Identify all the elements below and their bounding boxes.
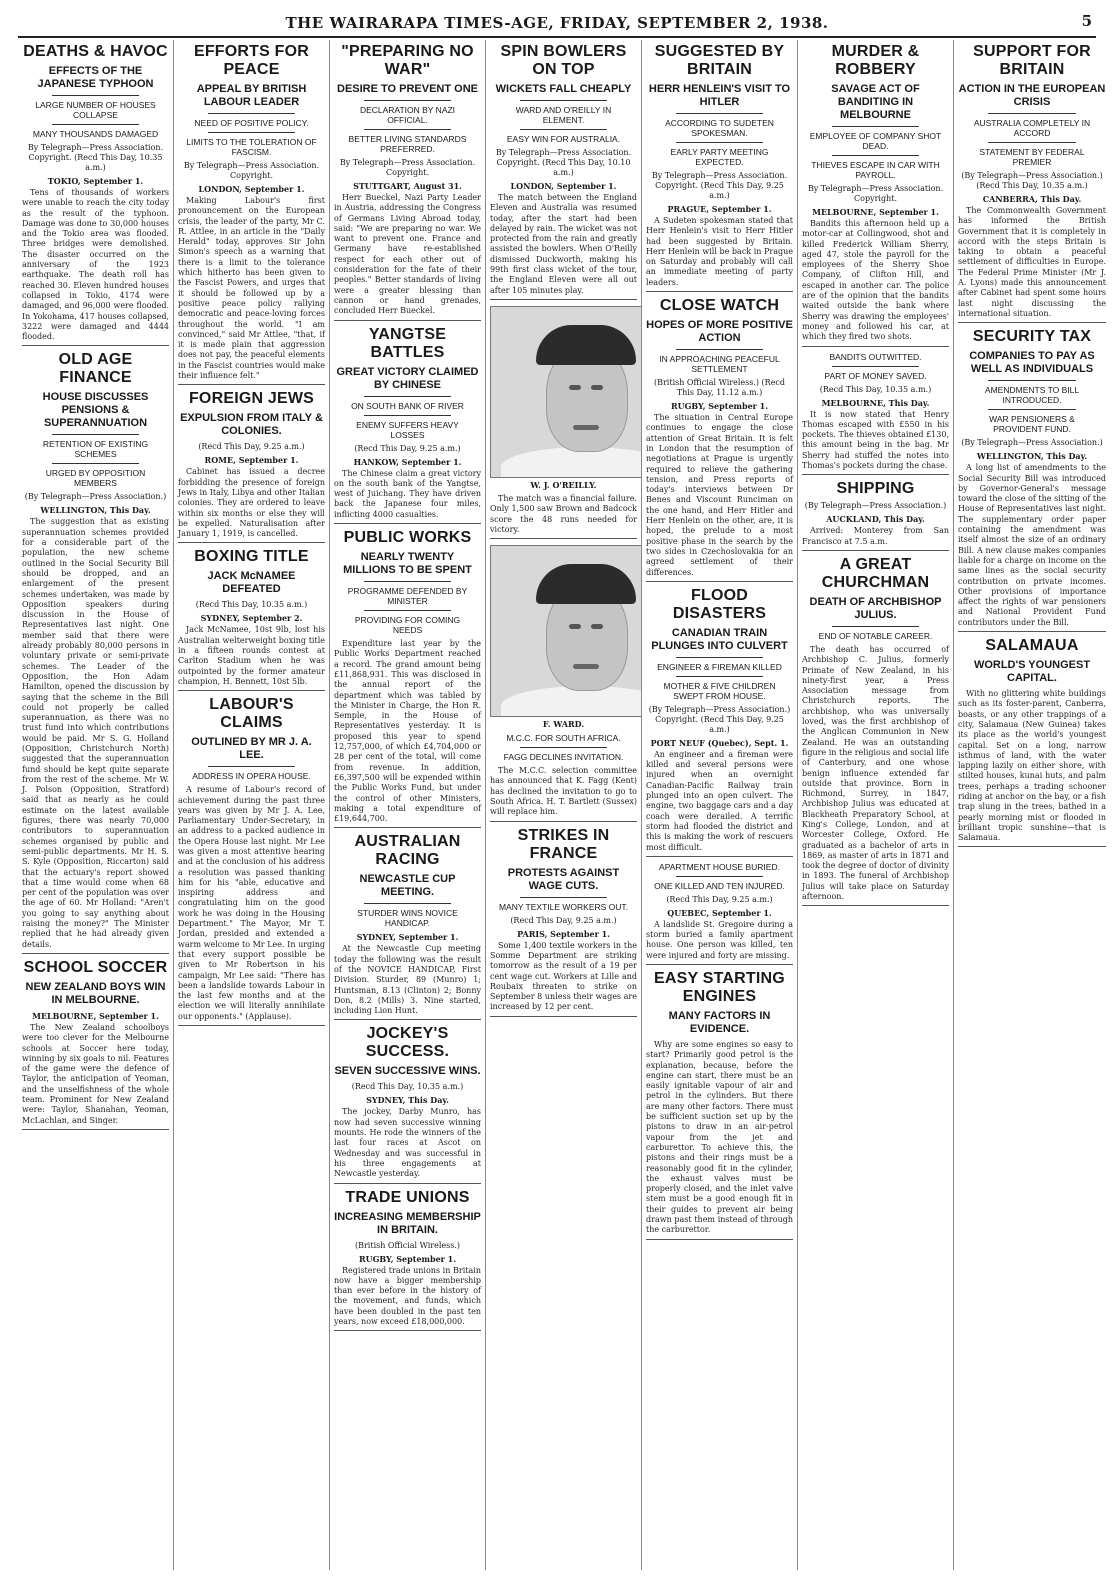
article-body: A landslide St. Gregoire during a storm buried a family apartment house. One person was killed, ten were injured and forty are missing. (646, 919, 793, 960)
divider-rule (988, 380, 1076, 381)
mouth (573, 425, 599, 430)
divider-rule (832, 626, 919, 627)
article (802, 43, 949, 347)
divider-rule (208, 132, 295, 133)
article-body: Herr Bueckel, Nazi Party Leader in Austria, addressing the Congress of Germans Living Abroad today, said: "We are preparing no war. We want to prevent one. France and Germany have re-established respect for each other out of consideration for the fate of their peoples." Better standards of living were a greater blessing than cannon or hand grenades, concluded Herr Bueckel. (334, 193, 481, 316)
divider-rule (52, 434, 139, 435)
article (490, 733, 637, 821)
article-headline: FLOOD DISASTERS (672, 586, 767, 622)
article (178, 548, 325, 691)
article-subheadline: ACCORDING TO SUDETEN SPOKESMAN. (665, 118, 774, 138)
article-byline: (By Telegraph—Press Association.) (Recd This Day, 10.35 a.m.) (961, 171, 1103, 190)
article-byline: (British Official Wireless.) (Recd This Day, 11.12 a.m.) (653, 378, 786, 398)
divider-rule (52, 95, 139, 96)
article-body: Tens of thousands of workers were unable to reach the city today as the result of the typhoon. Damage was done to 30,000 houses and the Tokio area was flooded. Three bridges were demolished. The disaster occurred on the anniversary of the 1923 earthquake. The death roll has reached 30. Eleven hundred houses collapsed in Tokio, 4174 were damaged, and 96,000 were flooded. In Yokohama, 417 houses collapsed, 3222 were damaged and 4444 flooded. (22, 188, 169, 342)
article (22, 43, 169, 346)
article-byline: By Telegraph—Press Association. Copyright. (807, 184, 944, 203)
article-byline: (Recd This Day, 9.25 a.m.) (354, 443, 461, 453)
column-4 (486, 40, 642, 1570)
article-body: Registered trade unions in Britain now have a bigger membership than ever before in the history of the movement, and funds, which have been doubled in the past ten years, now exceed £18,000,000. (334, 1265, 481, 1327)
article-subheadline: WORLD'S YOUNGEST CAPITAL. (973, 659, 1091, 685)
article-headline: "PREPARING NO WAR" (341, 43, 474, 78)
article-subheadline: NEED OF POSITIVE POLICY. (194, 118, 309, 128)
article-subheadline: ONE KILLED AND TEN INJURED. (654, 880, 785, 891)
divider-rule (988, 113, 1076, 114)
article-subheadline: SAVAGE ACT OF BANDITING IN MELBOURNE (831, 83, 920, 121)
eye (569, 624, 581, 629)
article-subheadline: IN APPROACHING PEACEFUL SETTLEMENT (659, 354, 780, 375)
divider-rule (676, 657, 763, 658)
photo-caption: W. J. O'REILLY. (530, 479, 597, 490)
article-dateline: MELBOURNE, September 1. (812, 207, 939, 217)
article-subheadline: EXPULSION FROM ITALY & COLONIES. (180, 412, 323, 438)
article (802, 480, 949, 551)
article-body: The suggestion that as existing superannuation schemes provided for a considerable part of the population, the new scheme outlined in the Social Security Bill should be dropped, and an enlargement of the present schemes undertaken, was made by Opposition speakers during discussion in the House of Representatives last night. One member said that there were already probably 80,000 persons in voluntary private or semi-private schemes. The Leader of the Opposition, the Hon Adam Hamilton, opened the discussion by saying that the scheme in the Bill could not properly be called superannuation, as there was no trust fund into which contributions would be paid. Mr S. G. Holland (Opposition, Christchurch North) suggested that the superannuation fund should be kept quite separate from the rest of the scheme. Mr W. J. Polson (Opposition, Stratford) said that as nearly as he could estimate on the latest available figures, there was nearly 70,000 contributors to superannuation schemes organised by public and semi-public departments. Mr H. S. S. Kyle (Opposition, Riccarton) said that the actuary's report showed that a time would come when 68 per cent of the population was over the age of 60. Mr Holland: "Aren't you going to say anything about raising the money?" The Minister replied that he had already given details. (22, 517, 169, 949)
column-6 (798, 40, 954, 1570)
article-byline: (Recd This Day, 9.25 a.m.) (510, 915, 617, 925)
divider-rule (988, 142, 1076, 143)
article-subheadline: COMPANIES TO PAY AS WELL AS INDIVIDUALS (969, 350, 1095, 376)
divider-rule (364, 396, 451, 397)
article-subheadline: JACK McNAMEE DEFEATED (207, 570, 296, 596)
article-subheadline: AMENDMENTS TO BILL INTRODUCED. (984, 385, 1080, 406)
player-photo (490, 306, 642, 478)
article-subheadline: THIEVES ESCAPE IN CAR WITH PAYROLL. (811, 160, 940, 180)
article-subheadline: BANDITS OUTWITTED. (829, 351, 922, 362)
article-headline: SECURITY TAX (972, 328, 1092, 346)
article-subheadline: DECLARATION BY NAZI OFFICIAL. (359, 105, 456, 125)
article (334, 326, 481, 524)
article-headline: EASY STARTING ENGINES (654, 969, 785, 1005)
article-subheadline: APARTMENT HOUSE BURIED. (659, 861, 780, 872)
article-subheadline: INCREASING MEMBERSHIP IN BRITAIN. (334, 1210, 481, 1236)
mouth (573, 664, 599, 669)
article-dateline: TOKIO, September 1. (47, 176, 144, 186)
article-subheadline: LIMITS TO THE TOLERATION OF FASCISM. (186, 137, 317, 157)
article-dateline: PRAGUE, September 1. (667, 204, 772, 214)
article-body: Expenditure last year by the Public Works Department reached a record. The grand amount being £11,868,931. This was disclosed in the annual report of the department which was tabled by the Minister in Charge, the Hon R. Semple, in the House of Representatives yesterday. It is proposed this year to spend 12,757,000, of which £4,704,000 or 28 per cent of the total, will come from revenue. In addition, £6,397,500 will be expended within the Public Works Fund, but under the control of other Ministers, making a total expenditure of £19,644,700. (334, 639, 481, 824)
article-subheadline: PROGRAMME DEFENDED BY MINISTER (347, 586, 468, 607)
article-subheadline: END OF NOTABLE CAREER. (818, 630, 933, 641)
article (958, 637, 1106, 847)
article-subheadline: DEATH OF ARCHBISHOP JULIUS. (809, 595, 942, 621)
divider-rule (520, 747, 607, 748)
article-subheadline: EFFECTS OF THE JAPANESE TYPHOON (37, 65, 154, 90)
article-byline: (Recd This Day, 10.35 a.m.) (195, 600, 308, 610)
article-headline: SPIN BOWLERS ON TOP (500, 43, 627, 78)
divider-rule (676, 349, 763, 350)
article-subheadline: MOTHER & FIVE CHILDREN SWEPT FROM HOUSE. (663, 680, 776, 701)
article-headline: LABOUR'S CLAIMS (209, 696, 294, 732)
divider-rule (676, 676, 763, 677)
column-2 (174, 40, 330, 1570)
divider-rule (832, 366, 919, 367)
article-body: An engineer and a fireman were killed and several persons were injured when an overnight Canadian-Pacific Railway train plunged into an open culvert. The engine, two baggage cars and a day coach were derailed. A terrific storm had flooded the district and this is making the work of rescuers most difficult. (646, 749, 793, 852)
player-photo (490, 545, 642, 717)
article-subheadline: STATEMENT BY FEDERAL PREMIER (979, 147, 1085, 167)
divider-rule (364, 100, 451, 101)
article-body: A long list of amendments to the Social Security Bill was introduced by Governor-General's message toward the close of the sitting of the House of Representatives last night. The supplementary order paper containing the amendment was itself almost the size of an ordinary Bill. A new clause makes companies liable for a charge on income on the same lines as the social security contribution on private incomes. Other provisions of importance affect the rights of war pensioners and National Provident Fund contributors under the Bill. (958, 463, 1106, 627)
newspaper-title: THE WAIRARAPA TIMES-AGE, FRIDAY, SEPTEMBER 2, 1938. (285, 14, 829, 32)
eye (591, 385, 603, 390)
photo-caption: F. WARD. (542, 719, 585, 730)
article-body: The New Zealand schoolboys were too clever for the Melbourne schools at Soccer here today, winning by six goals to nil. Features of the game were the defence of Taylor, the anticipation of Yeoman, and the unselfishness of the whole team. Prominent for New Zealand were: Taylor, Shanahan, Yeoman, McLachlan, and Singer. (22, 1022, 169, 1125)
article-body: The situation in Central Europe continues to engage the close attention of Great Britain. It is felt in London that the resumption of negotiations at Prague is urgently required to relieve the gathering tension, and Press reports of today's interviews between Dr Benes and Viscount Runciman on the one hand, and Herr Hitler and Herr Henlein on the other, are, it is hoped, the prelude to a most positive phase in the search by the two sides in Czechoslovakia for an agreed settlement of their differences. (646, 413, 793, 577)
cricket-cap (536, 564, 636, 604)
article-dateline: LONDON, September 1. (198, 184, 305, 194)
article-headline: TRADE UNIONS (345, 1188, 470, 1206)
article (334, 1025, 481, 1183)
article-subheadline: CANADIAN TRAIN PLUNGES INTO CULVERT (651, 626, 788, 652)
article-subheadline: ENGINEER & FIREMAN KILLED (657, 661, 782, 672)
article-body: With no glittering white buildings such as its foster-parent, Canberra, boasts, or any other trappings of a city, Salamaua (New Guinea) takes its place as the world's youngest capital. Set on a long, narrow isthmus of land, with the water lapping lazily on either shore, with stilted houses, kunai huts, and palm trees, perhaps a trading schooner riding at anchor on the bay, or a fish trap slung in the trees, bathed in a pearly morning mist or flooded in brilliant tropic sunshine—that is Salamaua. (958, 689, 1106, 843)
article (646, 43, 793, 292)
article-body: Cabinet has issued a decree forbidding the presence of foreign Jews in Italy, Libya and other Italian colonies. They are ordered to leave within six months or else they will be expelled. Naturalisation after January 1, 1919, is cancelled. (178, 467, 325, 539)
divider-rule (520, 100, 607, 101)
article (334, 43, 481, 321)
article-byline: By Telegraph—Press Association. Copyright. (Recd This Day, 10.10 a.m.) (495, 148, 632, 177)
article-subheadline: ACTION IN THE EUROPEAN CRISIS (958, 83, 1106, 108)
article-byline: (Recd This Day, 9.25 a.m.) (198, 442, 305, 452)
article-byline: By Telegraph—Press Association. Copyright. (339, 158, 476, 177)
article-byline: (By Telegraph—Press Association.) (804, 501, 947, 511)
divider-rule (208, 766, 295, 767)
article-subheadline: WAR PENSIONERS & PROVIDENT FUND. (989, 414, 1075, 435)
article-dateline: STUTTGART, August 31. (353, 181, 462, 191)
divider-rule (676, 142, 763, 143)
player-photo-figure (490, 306, 637, 490)
article-body: Why are some engines so easy to start? Primarily good petrol is the explanation, because, before the engine can start, there must be an easily ignitable vapour of air and petrol in the cylinders. But there are many other factors. There must be sufficient suction set up by the pistons to draw in an air-petrol vapour from the jet and carburettor. To achieve this, the pistons and their rings must be a reasonably good fit in the cylinder, the exhaust valves must be properly closed, and the inlet valve stem must be a good enough fit in their guides to prevent air being drawn past them instead of through the carburettor. (646, 1039, 793, 1235)
eye (591, 624, 603, 629)
article-byline: (By Telegraph—Press Association.) (24, 492, 167, 502)
article-dateline: ROME, September 1. (204, 455, 299, 466)
divider-rule (988, 409, 1076, 410)
divider-rule (364, 581, 451, 582)
article-body: The death has occurred of Archbishop C. Julius, formerly Primate of New Zealand, in his ninety-first year, a Press Association message from Christchurch reports. The archbishop, who was universally loved, was the first archbishop of the Anglican Communion in New Zealand. He was an outstanding figure in the religious and social life of Canterbury, and one whose benign influence extended far outside that province. Born in Richmond, Surrey, in 1847, Archbishop Julius was educated at Blackheath Preparatory School, at King's College, London, and at Worcester College, Oxford. He graduated as a bachelor of arts in 1869, as master of arts in 1871 and took the degree of doctor of divinity in 1893. The funeral of Archbishop Julius will take place on Saturday afternoon. (802, 644, 949, 902)
article (646, 297, 793, 582)
article-subheadline: PART OF MONEY SAVED. (824, 370, 927, 381)
article-subheadline: WARD AND O'REILLY IN ELEMENT. (515, 105, 612, 125)
article-subheadline: HOPES OF MORE POSITIVE ACTION (646, 319, 793, 345)
article (802, 556, 949, 906)
article-dateline: LONDON, September 1. (510, 181, 617, 191)
article-subheadline: ENEMY SUFFERS HEAVY LOSSES (356, 419, 459, 440)
article-body: The Chinese claim a great victory on the south bank of the Yangtse, west of Juichang. They have driven back the Japanese four miles, inflicting 4000 casualties. (334, 468, 481, 519)
column-1 (18, 40, 174, 1570)
article-body: Bandits this afternoon held up a motor-car at Collingwood, shot and killed Frederick William Sherry, aged 47, stole the payroll for the employees of the Sherry Shoe Company, of Clifton Hill, and escaped in another car. The police are of the opinion that the bandits waited outside the bank where Sherry was drawing the employees' money and followed his car, at which they fired two shots. (802, 219, 949, 342)
column-5 (642, 40, 798, 1570)
divider-rule (364, 610, 451, 611)
article-dateline: SYDNEY, This Day. (366, 1095, 449, 1106)
article (490, 494, 637, 539)
article-body: It is now stated that Henry Thomas escaped with £550 in his pockets. The thieves obtained £130, this amount being in the bag. Mr Sherry had stuffed the notes into Thomas's pockets during the chase. (802, 409, 949, 471)
divider-rule (364, 903, 451, 904)
article (22, 351, 169, 953)
article-byline: (Recd This Day, 10.35 a.m.) (351, 1082, 464, 1092)
article-subheadline: PROTESTS AGAINST WAGE CUTS. (507, 866, 620, 892)
article-body: The Commonwealth Government has informed the British Government that it is completely in accord with the steps Britain is taking to obtain a peaceful settlement of difficulties in Europe. The Federal Prime Minister (Mr J. A. Lyons) made this announcement after Cabinet had spent some hours last night discussing the international situation. (958, 206, 1106, 318)
article-subheadline: MANY THOUSANDS DAMAGED (32, 129, 159, 139)
article-headline: FOREIGN JEWS (188, 390, 315, 408)
article-dateline: PORT NEUF (Quebec), Sept. 1. (650, 737, 789, 748)
article-body: Arrived: Monterey from San Francisco at 7.5 a.m. (802, 526, 949, 546)
article-byline: By Telegraph—Press Association. Copyright. (Recd This Day, 9.25 a.m.) (651, 171, 788, 200)
article (646, 587, 793, 857)
article-body: Jack McNamee, 10st 9lb, lost his Australian welterweight boxing title in a fifteen rounds contest at Carlton Stadium when he was outpointed by the former amateur champion, H. Bennett, 10st 5lb. (178, 625, 325, 686)
article-body: The jockey, Darby Munro, has now had seven successive winning mounts. He rode the winners of the last four races at Ascot on Wednesday and was successful in his three engagements at Newcastle yesterday. (334, 1107, 481, 1179)
shirt-collar (501, 686, 642, 717)
article (334, 833, 481, 1020)
article-subheadline: DESIRE TO PREVENT ONE (337, 83, 478, 95)
article-body: At the Newcastle Cup meeting today the following was the result of the NOVICE HANDICAP, First Division. Sturder, 89 (Munro) 1; Huntsman, 8.13 (Clinton) 2; Bonny Don, 8.2 (Mills) 3. Nine started, including Lion Hunt. (334, 944, 481, 1016)
article-dateline: AUCKLAND, This Day. (826, 514, 925, 525)
article-subheadline: EARLY PARTY MEETING EXPECTED. (670, 147, 769, 167)
article-subheadline: EASY WIN FOR AUSTRALIA. (506, 134, 621, 144)
cricket-cap (536, 325, 636, 365)
article-subheadline: LARGE NUMBER OF HOUSES COLLAPSE (35, 100, 156, 120)
article-headline: STRIKES IN FRANCE (517, 826, 610, 862)
article-body: Some 1,400 textile workers in the Somme Department are striking tomorrow as the result of a 19 per cent wage cut. Workers at Lille and Roubaix threaten to strike on September 8 unless their wages are increased by 12 per cent. (490, 940, 637, 1012)
column-3 (330, 40, 486, 1570)
article (802, 352, 949, 476)
article (22, 959, 169, 1130)
article-subheadline: MANY TEXTILE WORKERS OUT. (498, 901, 629, 912)
article-body: A Sudeten spokesman stated that Herr Henlein's visit to Herr Hitler had been suggested by Britain. Herr Henlein will be back in Prague on Saturday and probably will call an immediate meeting of party leaders. (646, 216, 793, 287)
article (490, 43, 637, 300)
article-headline: SHIPPING (836, 480, 915, 498)
article-dateline: PARIS, September 1. (517, 928, 610, 939)
article-dateline: WELLINGTON, This Day. (976, 451, 1088, 462)
article-subheadline: NEARLY TWENTY MILLIONS TO BE SPENT (343, 551, 472, 577)
article-subheadline: STURDER WINS NOVICE HANDICAP. (357, 908, 458, 929)
divider-rule (832, 126, 919, 127)
article-headline: CLOSE WATCH (659, 297, 780, 315)
article-subheadline: FAGG DECLINES INVITATION. (503, 752, 624, 763)
article-subheadline: NEWCASTLE CUP MEETING. (359, 873, 456, 899)
article-subheadline: HERR HENLEIN'S VISIT TO HITLER (648, 83, 791, 108)
article-subheadline: EMPLOYEE OF COMPANY SHOT DEAD. (809, 131, 942, 151)
article-dateline: HANKOW, September 1. (353, 456, 462, 467)
article-subheadline: BETTER LIVING STANDARDS PREFERRED. (348, 134, 467, 154)
article-body: The M.C.C. selection committee has announced that K. Fagg (Kent) has declined the invitation to go to South Africa. H. T. Bartlett (Sussex) will replace him. (490, 766, 637, 817)
article-headline: SUGGESTED BY BRITAIN (654, 43, 785, 78)
article-subheadline: PROVIDING FOR COMING NEEDS (354, 615, 461, 636)
article-subheadline: RETENTION OF EXISTING SCHEMES (42, 439, 149, 460)
article-headline: JOCKEY'S SUCCESS. (365, 1025, 450, 1061)
article-headline: OLD AGE FINANCE (58, 351, 133, 387)
divider-rule (364, 415, 451, 416)
article-subheadline: SEVEN SUCCESSIVE WINS. (334, 1065, 481, 1078)
page-number: 5 (1081, 12, 1092, 30)
article-byline: By Telegraph—Press Association. Copyright. (Recd This Day, 10.35 a.m.) (27, 143, 164, 172)
article-headline: PUBLIC WORKS (343, 529, 472, 547)
article-byline: (Recd This Day, 10.35 a.m.) (819, 384, 932, 394)
article (646, 970, 793, 1240)
article-subheadline: APPEAL BY BRITISH LABOUR LEADER (196, 83, 307, 108)
article (490, 827, 637, 1017)
article-dateline: MELBOURNE, This Day. (821, 397, 930, 408)
article-subheadline: M.C.C. FOR SOUTH AFRICA. (506, 733, 621, 744)
divider-rule (52, 463, 139, 464)
divider-rule (520, 129, 607, 130)
article-body: The match between the England Eleven and Australia was resumed today, after the start had been delayed by rain. The wicket was not protected from the rain and greatly assisted the bowlers. When O'Reilly dismissed Duckworth, making his 99th first class wicket of the tour, the England Eleven were all out after 105 minutes play. (490, 193, 637, 295)
divider-rule (676, 113, 763, 114)
article-subheadline: URGED BY OPPOSITION MEMBERS (45, 468, 146, 489)
article (334, 1189, 481, 1332)
article-headline: SCHOOL SOCCER (23, 958, 168, 976)
article (334, 529, 481, 828)
divider-rule (208, 113, 295, 114)
divider-rule (676, 876, 763, 877)
article-dateline: SYDNEY, September 1. (356, 932, 459, 943)
article-dateline: CANBERRA, This Day. (982, 194, 1082, 204)
article-headline: EFFORTS FOR PEACE (193, 43, 310, 78)
article (646, 862, 793, 965)
masthead (18, 6, 1096, 38)
article-dateline: RUGBY, September 1. (670, 401, 769, 412)
article-subheadline: ON SOUTH BANK OF RIVER (351, 400, 464, 411)
article (178, 390, 325, 543)
article-dateline: SYDNEY, September 2. (200, 613, 303, 624)
article-subheadline: WICKETS FALL CHEAPLY (495, 83, 632, 95)
article-headline: YANGTSE BATTLES (368, 325, 447, 361)
article-body: A resume of Labour's record of achievement during the past three years was given by Mr J. A. Lee, Parliamentary Under-Secretary, in an address to a packed audience in the Opera House last night. Mr Lee was given a most attentive hearing and at the conclusion of his address a resolution was passed thanking him for his "able, educative and inspiring address and congratulating him on the good work he was doing in the Housing Department." The Mayor, Mr T. Jordan, presided and extended a warm welcome to Mr Lee. In urging that every support possible be given to Mr Robertson in his campaign, Mr Lee said: "There has been a landslide towards Labour in the last few months and at the election we will literally annihilate our opponents." (Applause). (178, 785, 325, 1021)
article-dateline: MELBOURNE, September 1. (32, 1010, 159, 1021)
article-body: The match was a financial failure. Only 1,500 saw Brown and Badcock score the 48 runs needed for victory. (490, 493, 637, 534)
article (178, 43, 325, 385)
column-7 (954, 40, 1110, 1570)
article-headline: SUPPORT FOR BRITAIN (973, 43, 1091, 78)
article-body: Making Labour's first pronouncement on the European crisis, the leader of the party, Mr C. R. Attlee, in an article in the "Daily Herald" today, approves Sir John Simon's speech as a warning that there is a limit to the tolerance which hitherto has been given to the Fascist Powers, and urges that it should be followed up by a positive peace policy rallying democratic and peace-loving forces throughout the world. "I am convinced," said Mr Attlee, "that, if it is made plain that aggression does not pay, the peaceful elements in the Fascist countries would make their influence felt." (178, 196, 325, 381)
article-dateline: QUEBEC, September 1. (667, 907, 772, 918)
article (178, 696, 325, 1026)
article-headline: BOXING TITLE (194, 548, 309, 566)
article-headline: DEATHS & HAVOC (23, 43, 168, 60)
article-headline: A GREAT CHURCHMAN (821, 555, 930, 591)
article-byline: (British Official Wireless.) (354, 1240, 461, 1250)
article-subheadline: AUSTRALIA COMPLETELY IN ACCORD (973, 118, 1091, 138)
article-byline: (Recd This Day, 9.25 a.m.) (666, 894, 773, 904)
article (958, 43, 1106, 323)
article-subheadline: MANY FACTORS IN EVIDENCE. (668, 1009, 771, 1035)
article-headline: SALAMAUA (985, 637, 1079, 655)
divider-rule (364, 129, 451, 130)
shirt-collar (501, 447, 642, 478)
article-byline: By Telegraph—Press Association. Copyright. (183, 161, 320, 180)
article-byline: (By Telegraph—Press Association.) (961, 438, 1103, 448)
article-headline: MURDER & ROBBERY (831, 43, 920, 78)
divider-rule (832, 155, 919, 156)
divider-rule (52, 124, 139, 125)
article-dateline: WELLINGTON, This Day. (40, 505, 151, 516)
eye (569, 385, 581, 390)
player-photo-figure (490, 545, 637, 729)
article-headline: AUSTRALIAN RACING (354, 833, 461, 869)
article (958, 328, 1106, 632)
article-dateline: RUGBY, September 1. (358, 1253, 457, 1264)
article-subheadline: HOUSE DISCUSSES PENSIONS & SUPERANNUATION (42, 391, 149, 430)
article-subheadline: ADDRESS IN OPERA HOUSE. (192, 771, 311, 782)
article-subheadline: NEW ZEALAND BOYS WIN IN MELBOURNE. (25, 980, 166, 1006)
article-subheadline: OUTLINED BY MR J. A. LEE. (191, 736, 312, 762)
article-subheadline: GREAT VICTORY CLAIMED BY CHINESE (336, 365, 479, 391)
divider-rule (520, 897, 607, 898)
article-byline: (By Telegraph—Press Association.) Copyright. (Recd This Day, 9.25 a.m.) (648, 704, 791, 734)
